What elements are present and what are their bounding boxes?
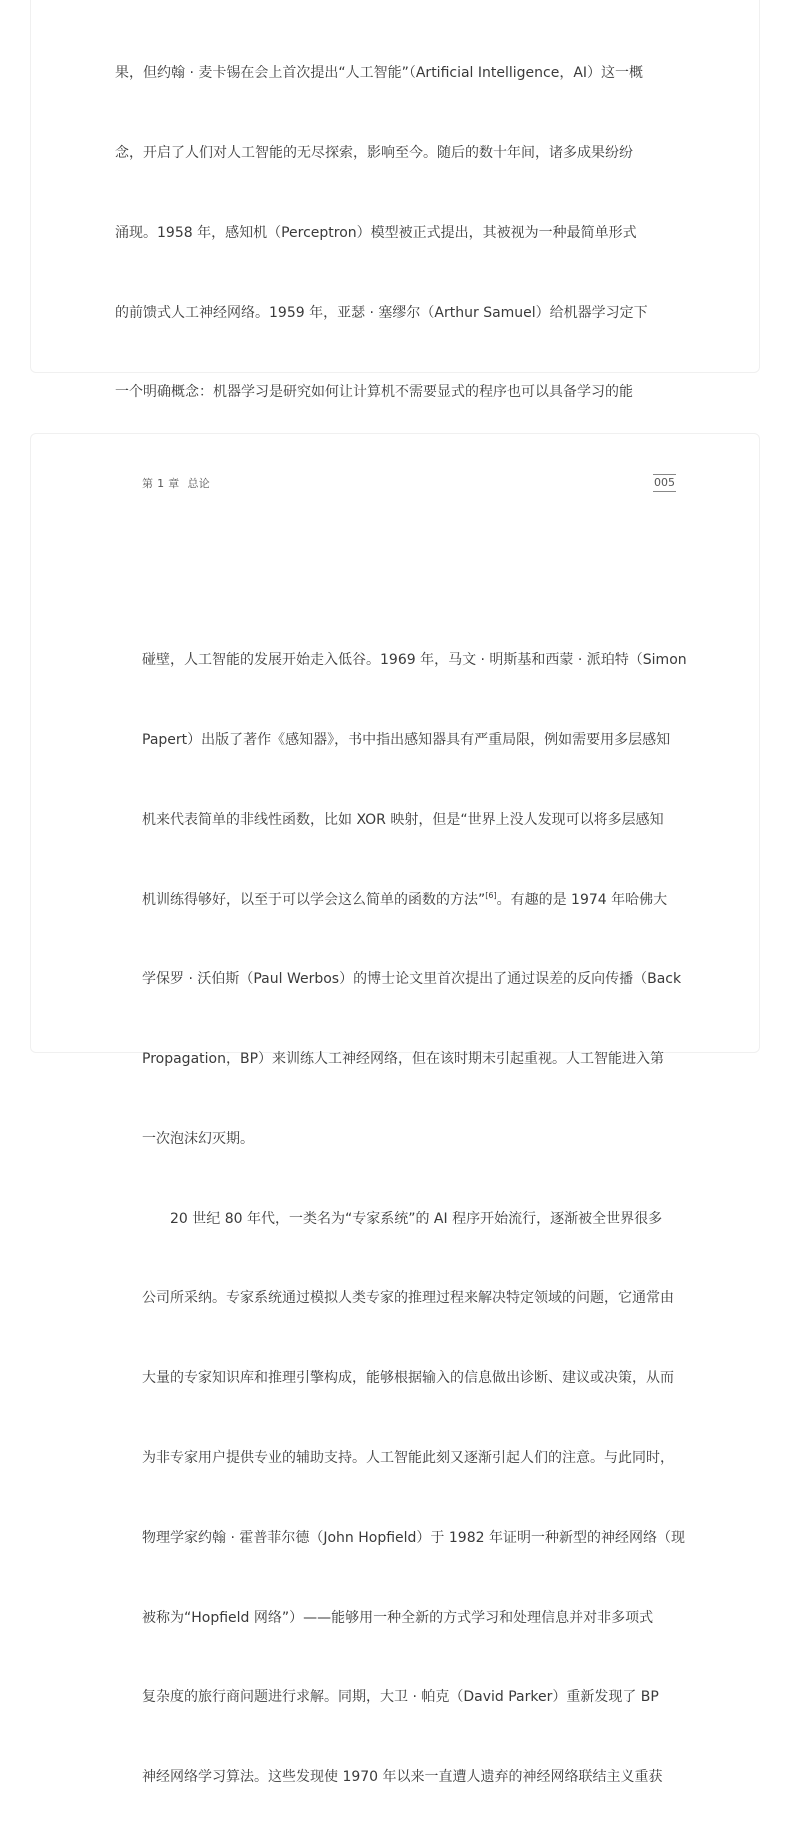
page-number: 005 — [653, 474, 676, 492]
text-line: Papert）出版了著作《感知器》，书中指出感知器具有严重局限，例如需要用多层感知 — [142, 731, 671, 748]
text-segment: 。有趣的是 1974 年哈佛大 — [496, 891, 668, 908]
text-line: 的前馈式人工神经网络。1959 年，亚瑟 · 塞缪尔（Arthur Samuel）给机器学习定下 — [115, 304, 648, 321]
book-page-previous — [30, 0, 760, 401]
text-segment: 机训练得够好，以至于可以学会这么简单的函数的方法” — [142, 891, 486, 908]
text-line: 果，但约翰 · 麦卡锡在会上首次提出“人工智能”（Artificial Intelligence，AI）这一概 — [115, 65, 644, 82]
text-line: 神经网络学习算法。这些发现使 1970 年以来一直遭人遗弃的神经网络联结主义重获 — [142, 1769, 663, 1786]
text-line: 复杂度的旅行商问题进行求解。同期，大卫 · 帕克（David Parker）重新发现了 BP — [142, 1689, 659, 1706]
text-line: 一个明确概念：机器学习是研究如何让计算机不需要显式的程序也可以具备学习的能 — [115, 384, 633, 401]
text-line: 机来代表简单的非线性函数，比如 XOR 映射，但是“世界上没人发现可以将多层感知 — [142, 811, 664, 828]
text-line: 公司所采纳。专家系统通过模拟人类专家的推理过程来解决特定领域的问题，它通常由 — [142, 1290, 674, 1307]
book-page-current — [30, 433, 760, 1786]
text-line: 大量的专家知识库和推理引擎构成，能够根据输入的信息做出诊断、建议或决策，从而 — [142, 1370, 674, 1387]
citation-marker[interactable]: [6] — [485, 890, 497, 900]
text-line: 碰壁，人工智能的发展开始走入低谷。1969 年，马文 · 明斯基和西蒙 · 派珀特（Simon — [142, 652, 687, 669]
text-line: 20 世纪 80 年代，一类名为“专家系统”的 AI 程序开始流行，逐渐被全世界很多 — [170, 1210, 663, 1227]
text-line: 为非专家用户提供专业的辅助支持。人工智能此刻又逐渐引起人们的注意。与此同时， — [142, 1450, 674, 1466]
running-header — [142, 475, 210, 491]
page-body-text — [142, 594, 687, 1844]
chapter-label: 第 1 章 — [142, 477, 180, 490]
text-line: Propagation，BP）来训练人工神经网络，但在该时期未引起重视。人工智能进入第 — [142, 1051, 665, 1068]
text-line: 学保罗 · 沃伯斯（Paul Werbos）的博士论文里首次提出了通过误差的反向传播（Back — [142, 971, 682, 988]
text-line: 物理学家约翰 · 霍普菲尔德（John Hopfield）于 1982 年证明一种新型的神经网络（现 — [142, 1529, 685, 1546]
text-line: 一次泡沫幻灭期。 — [142, 1130, 254, 1147]
text-line-with-citation — [142, 887, 682, 914]
chapter-title: 总论 — [187, 477, 211, 490]
text-line: 涌现。1958 年，感知机（Perceptron）模型被正式提出，其被视为一种最简单形式 — [115, 224, 637, 241]
text-line: 被称为“Hopfield 网络”）——能够用一种全新的方式学习和处理信息并对非多项式 — [142, 1609, 654, 1626]
text-line: 念，开启了人们对人工智能的无尽探索，影响至今。随后的数十年间，诸多成果纷纷 — [115, 144, 633, 161]
